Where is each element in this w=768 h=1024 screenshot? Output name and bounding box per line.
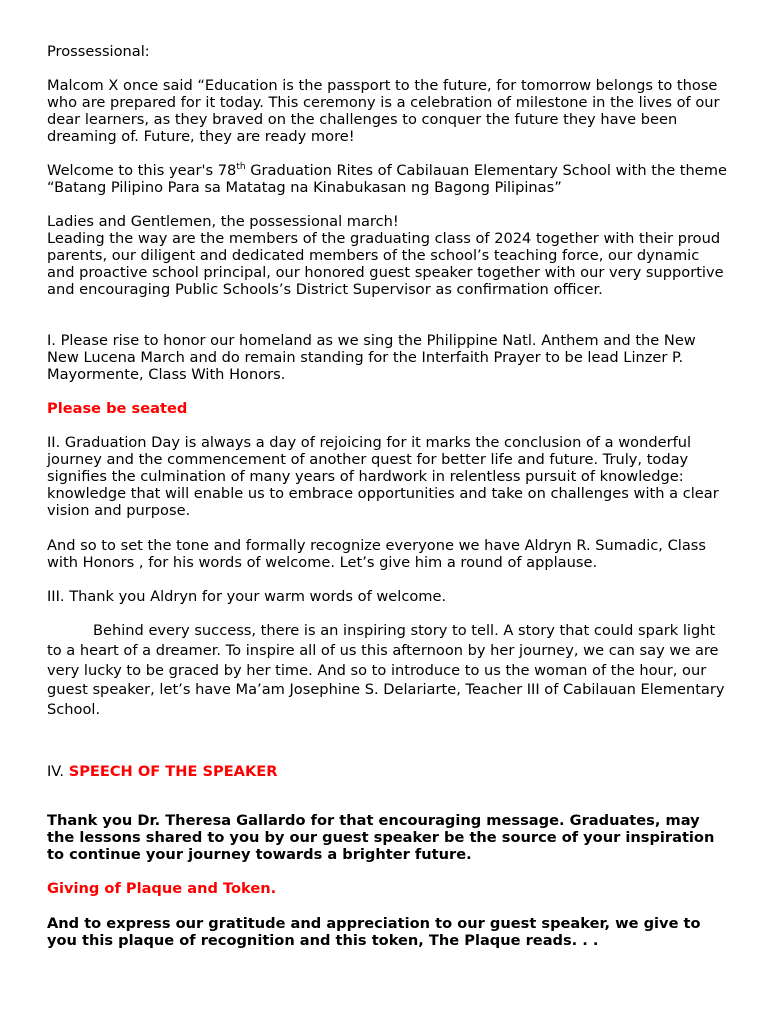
welcome-sup: th	[236, 162, 246, 173]
welcome-address-paragraph: And so to set the tone and formally recognize everyone we have Aldryn R. Sumadic, Class with Honors , for his words of welcome. Let’s give him a round of applause.	[47, 537, 706, 571]
thanks-paragraph: Thank you Dr. Theresa Gallardo for that encouraging message. Graduates, may the lessons shared to you by our guest speaker be the source of your inspiration to continue your journey towards a brighter future.	[47, 812, 715, 863]
part-four-number: IV.	[47, 763, 69, 780]
part-four-heading	[47, 763, 727, 780]
inspire-text: Behind every success, there is an inspiring story to tell. A story that could spark light to a heart of a dreamer. To inspire all of us this afternoon by her journey, we can say we are very lucky to be graced by her time. And so to introduce to us the woman of the hour, our guest speaker, let’s have Ma’am Josephine S. Delariarte, Teacher III of Cabilauan Elementary School.	[47, 622, 725, 719]
plaque-heading: Giving of Plaque and Token.	[47, 880, 277, 897]
please-be-seated: Please be seated	[47, 400, 188, 417]
march-intro: Ladies and Gentlemen, the possessional march!	[47, 213, 399, 230]
plaque-paragraph: And to express our gratitude and appreciation to our guest speaker, we give to you this plaque of recognition and this token, The Plaque reads. . .	[47, 915, 701, 949]
part-two-paragraph: II. Graduation Day is always a day of rejoicing for it marks the conclusion of a wonderful journey and the commencement of another quest for better life and future. Truly, today signifies the culmination of many years of hardwork in relentless pursuit of knowledge: knowledge that will enable us to embrace opportunities and take on challenges with a clear vision and purpose.	[47, 434, 719, 519]
welcome-post: Graduation Rites of Cabilauan Elementary School with the theme “Batang Pilipino Para sa Matatag na Kinabukasan ng Bagong Pilipinas”	[47, 162, 727, 196]
quote-paragraph: Malcom X once said “Education is the passport to the future, for tomorrow belongs to those who are prepared for it today. This ceremony is a celebration of milestone in the lives of our dear learners, as they braved on the challenges to conquer the future they have been dreaming of. Future, they are ready more!	[47, 77, 720, 145]
welcome-paragraph	[47, 162, 727, 196]
part-one-paragraph: I. Please rise to honor our homeland as we sing the Philippine Natl. Anthem and the New New Lucena March and do remain standing for the Interfaith Prayer to be lead Linzer P. Mayormente, Class With Honors.	[47, 332, 696, 383]
part-four-title: SPEECH OF THE SPEAKER	[68, 763, 278, 780]
march-paragraph: Leading the way are the members of the graduating class of 2024 together with their proud parents, our diligent and dedicated members of the school’s teaching force, our dynamic and proactive school principal, our honored guest speaker together with our very supportive and encouraging Public Schools’s District Supervisor as confirmation officer.	[47, 230, 724, 298]
heading: Prossessional:	[47, 43, 150, 60]
part-three-paragraph: III. Thank you Aldryn for your warm words of welcome.	[47, 588, 447, 605]
welcome-pre: Welcome to this year's 78	[47, 162, 237, 179]
inspire-paragraph	[47, 621, 727, 720]
